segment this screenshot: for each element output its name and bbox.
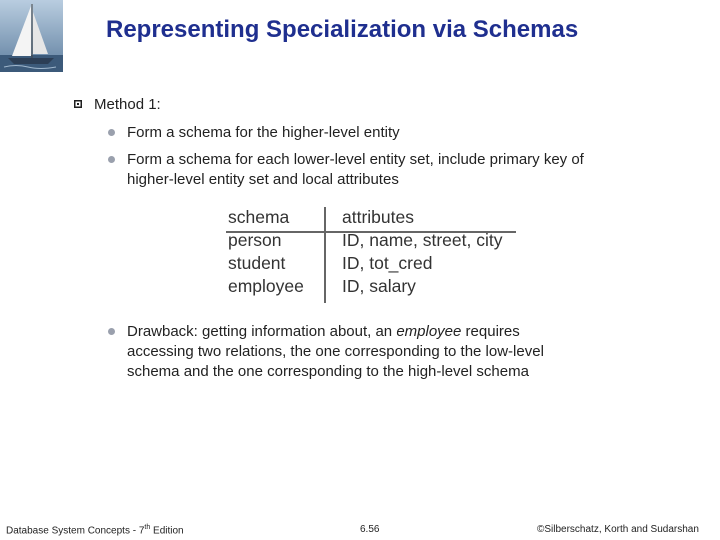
table-cell-schema: employee	[228, 276, 304, 296]
table-cell-attributes: ID, tot_cred	[342, 253, 433, 273]
dot-bullet-icon	[108, 328, 115, 335]
bullet-text: Form a schema for the higher-level entity	[127, 124, 400, 141]
slide-title: Representing Specialization via Schemas	[106, 16, 579, 43]
footer-edition-sup: th	[144, 524, 151, 531]
footer-book-title	[6, 524, 184, 536]
bullet-text-line: Form a schema for each lower-level entity set, include primary key of	[127, 151, 584, 168]
sailboat-logo	[0, 0, 63, 72]
schema-table	[226, 207, 516, 303]
table-cell-attributes: ID, salary	[342, 276, 416, 296]
table-header-attributes: attributes	[342, 207, 414, 227]
dot-bullet-icon	[108, 156, 115, 163]
table-cell-schema: person	[228, 230, 282, 250]
dot-bullet-icon	[108, 129, 115, 136]
emphasis-employee: employee	[396, 323, 462, 340]
bullet-text: Method 1:	[94, 96, 161, 113]
table-column-divider	[324, 207, 326, 303]
footer-edition-text: Edition	[150, 525, 184, 537]
bullet-text-line	[127, 322, 544, 342]
footer-page-number: 6.56	[360, 524, 380, 535]
bullet-text-line: higher-level entity set and local attributes	[127, 171, 399, 188]
table-cell-attributes: ID, name, street, city	[342, 230, 503, 250]
table-cell-schema: student	[228, 253, 286, 273]
footer-copyright: ©Silberschatz, Korth and Sudarshan	[537, 524, 699, 535]
drawback-text: requires	[461, 323, 520, 340]
footer-book-text: Database System Concepts - 7	[6, 525, 145, 537]
bullet-text-line: schema and the one corresponding to the high-level schema	[127, 363, 529, 380]
bullet-text-line: accessing two relations, the one corresponding to the low-level	[127, 343, 544, 360]
drawback-text: Drawback: getting information about, an	[127, 323, 397, 340]
table-header-schema: schema	[228, 207, 290, 227]
square-bullet-icon	[74, 100, 82, 108]
